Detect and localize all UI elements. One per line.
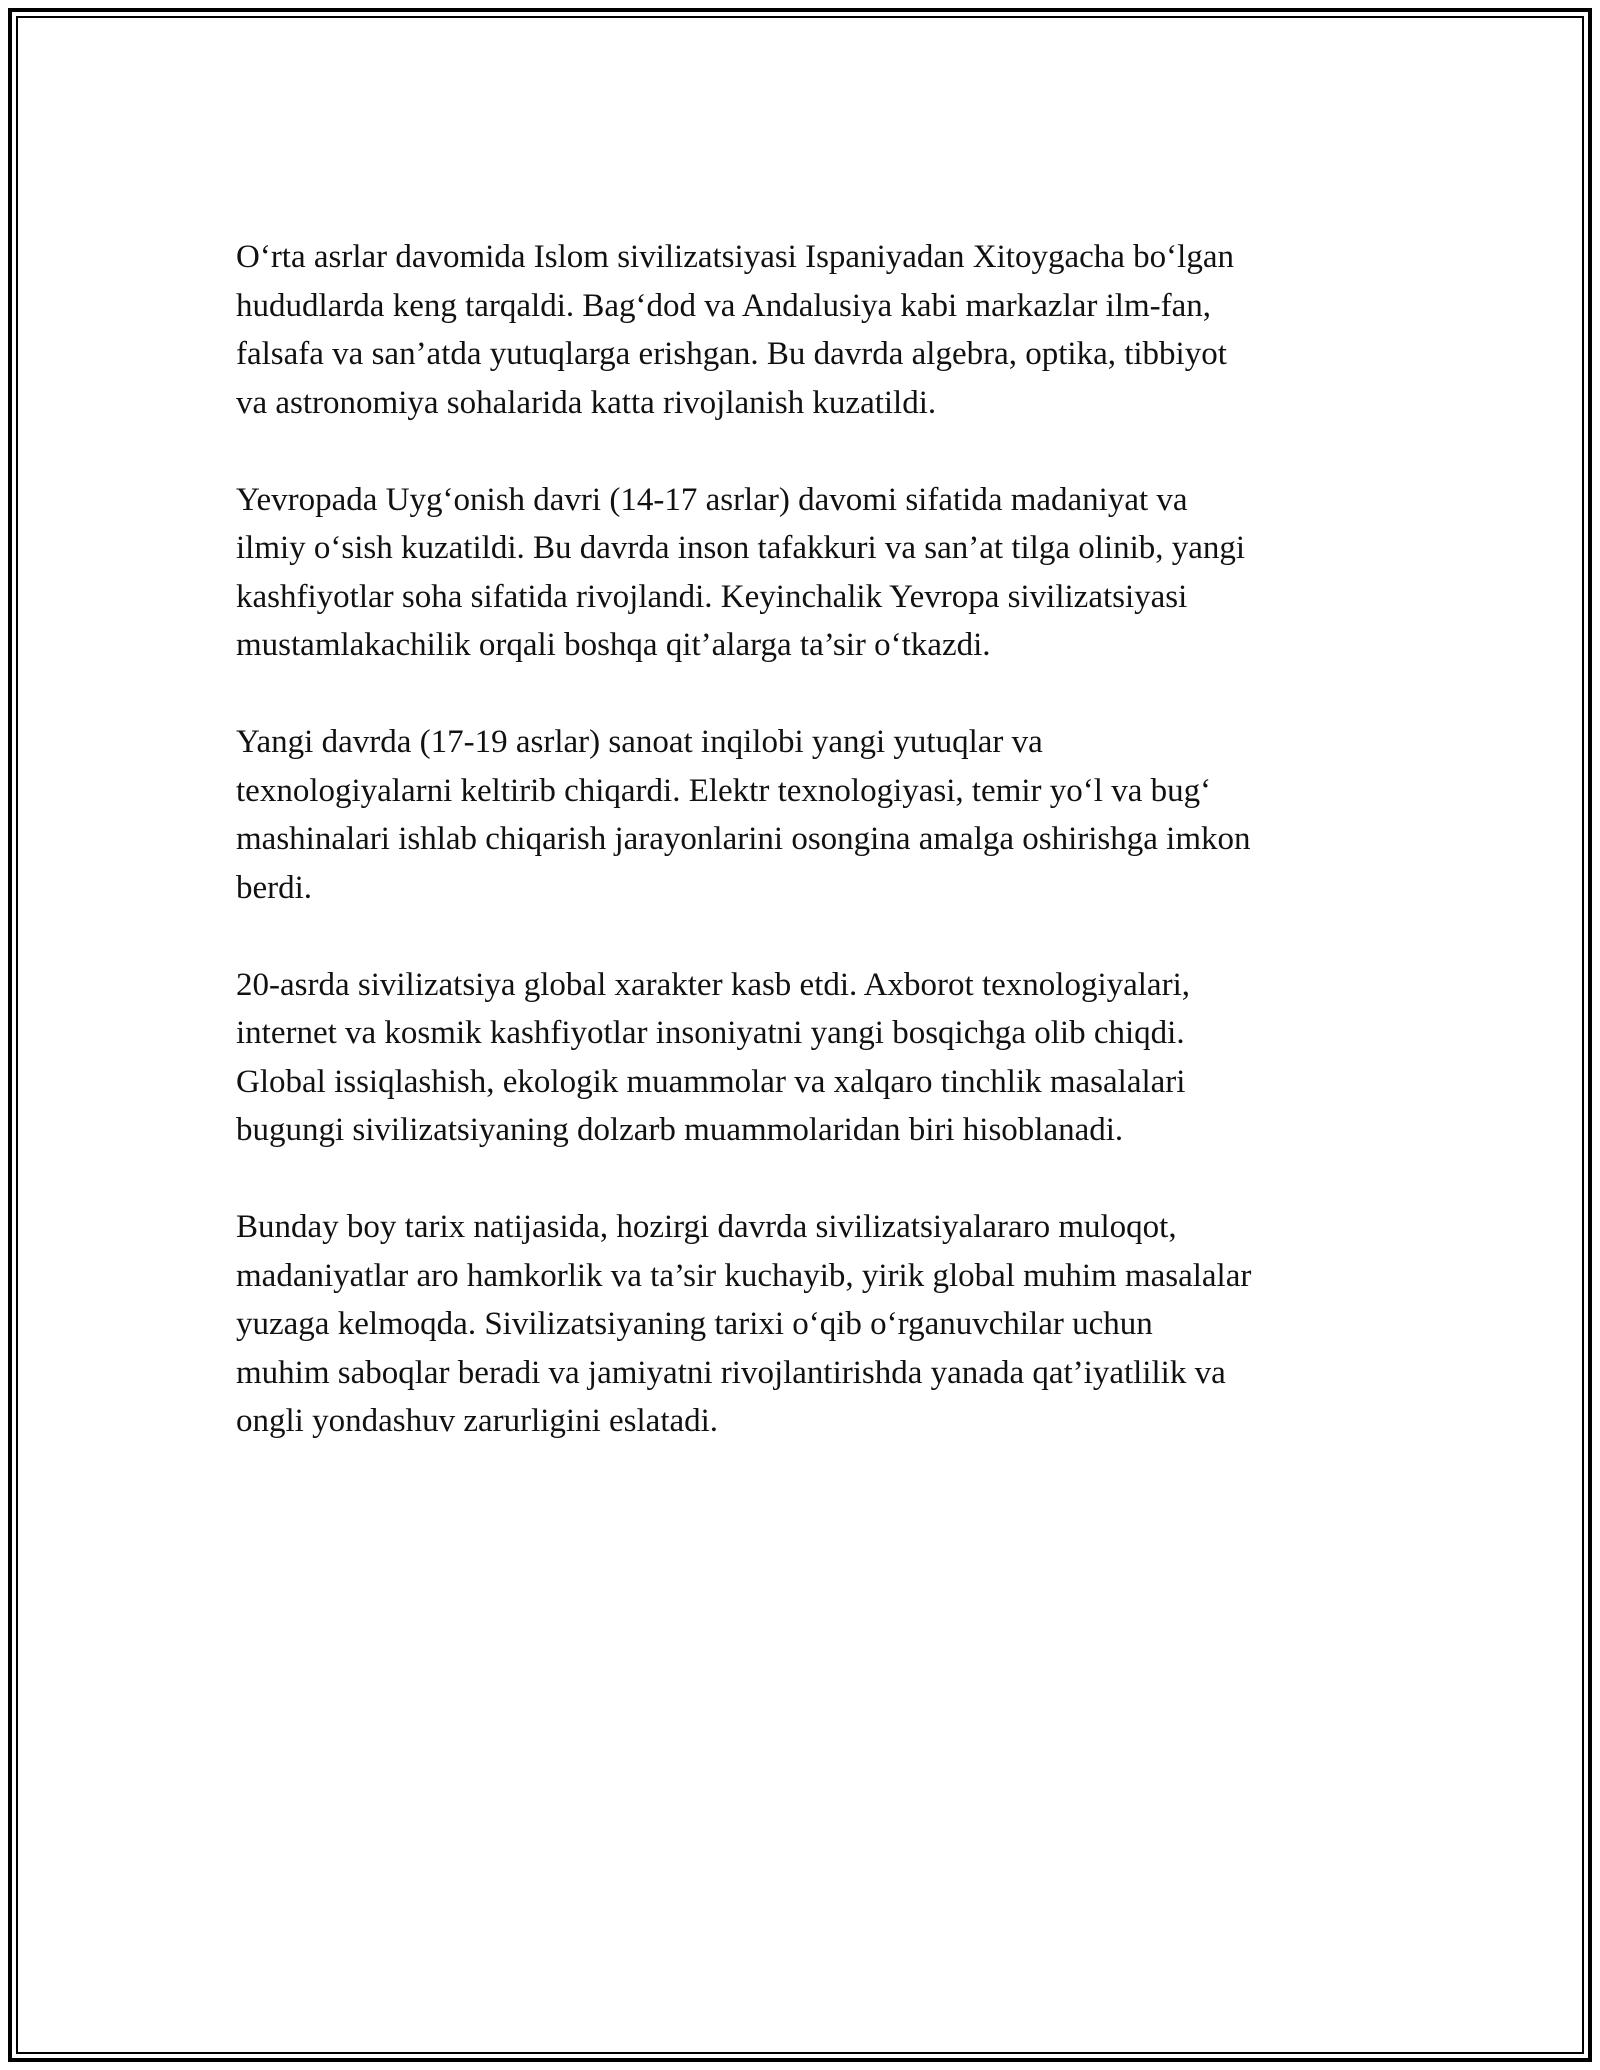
paragraph-industrial-revolution: Yangi davrda (17-19 asrlar) sanoat inqilobi yangi yutuqlar va texnologiyalarni keltirib chiqardi. Elektr texnologiyasi, temir yo‘l va bug‘ mashinalari ishlab chiqarish jarayonlarini osongina amalga oshirishga imkon berdi. [236, 724, 1251, 906]
paragraph-islamic-civilization: O‘rta asrlar davomida Islom sivilizatsiyasi Ispaniyadan Xitoygacha bo‘lgan hududlarda keng tarqaldi. Bag‘dod va Andalusiya kabi markazlar ilm-fan, falsafa va san’atda yutuqlarga erishgan. Bu davrda algebra, optika, tibbiyot va astronomiya sohalarida katta rivojlanish kuzatildi. [236, 239, 1234, 421]
document-body [236, 233, 1376, 1494]
paragraph-20th-century: 20-asrda sivilizatsiya global xarakter kasb etdi. Axborot texnologiyalari, internet va kosmik kashfiyotlar insoniyatni yangi bosqichga olib chiqdi. Global issiqlashish, ekologik muammolar va xalqaro tinchlik masalalari bugungi sivilizatsiyaning dolzarb muammolaridan biri hisoblanadi. [236, 966, 1190, 1148]
paragraph-renaissance: Yevropada Uyg‘onish davri (14-17 asrlar) davomi sifatida madaniyat va ilmiy o‘sish kuzatildi. Bu davrda inson tafakkuri va san’at tilga olinib, yangi kashfiyotlar soha sifatida rivojlandi. Keyinchalik Yevropa sivilizatsiyasi mustamlakachilik orqali boshqa qit’alarga ta’sir o‘tkazdi. [236, 481, 1246, 663]
paragraph-conclusion: Bunday boy tarix natijasida, hozirgi davrda sivilizatsiyalararo muloqot, madaniyatlar aro hamkorlik va ta’sir kuchayib, yirik global muhim masalalar yuzaga kelmoqda. Sivilizatsiyaning tarixi o‘qib o‘rganuvchilar uchun muhim saboqlar beradi va jamiyatni rivojlantirishda yanada qat’iyatlilik va ongli yondashuv zarurligini eslatadi. [236, 1209, 1252, 1439]
